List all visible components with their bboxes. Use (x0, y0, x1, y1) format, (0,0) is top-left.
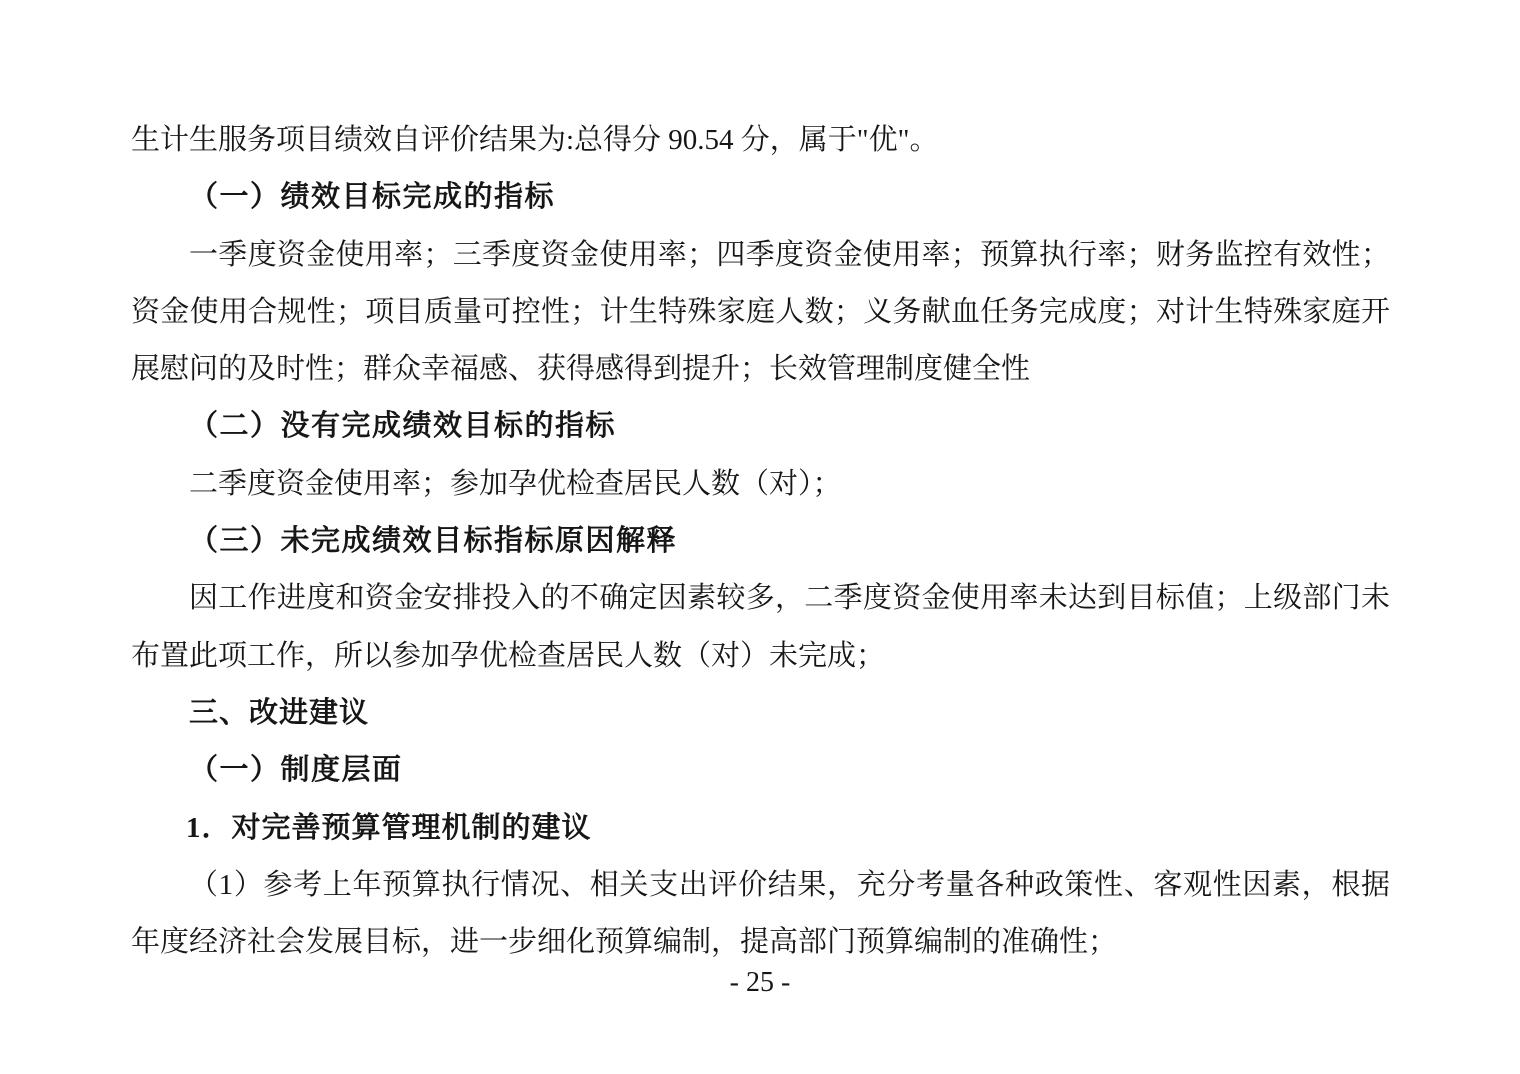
paragraph-score-summary: 生计生服务项目绩效自评价结果为:总得分 90.54 分，属于"优"。 (131, 124, 939, 156)
page-number: - 25 - (729, 967, 791, 998)
heading-section-2-uncompleted-indicators: （二）没有完成绩效目标的指标 (189, 410, 617, 443)
paragraph-reason-explanation: 因工作进度和资金安排投入的不确定因素较多，二季度资金使用率未达到目标值；上级部门未布置此项工作，所以参加孕优检查居民人数（对）未完成； (131, 582, 1390, 672)
heading-section-3-reason-explanation: （三）未完成绩效目标指标原因解释 (189, 525, 678, 558)
paragraph-budget-management-suggestion: （1）参考上年预算执行情况、相关支出评价结果，充分考量各种政策性、客观性因素，根据年度经济社会发展目标，进一步细化预算编制，提高部门预算编制的准确性； (131, 868, 1390, 959)
document-content (131, 112, 1390, 971)
heading-chapter-improvement-suggestions: 三、改进建议 (189, 696, 370, 729)
heading-subsection-institutional-level: （一）制度层面 (189, 754, 403, 787)
heading-item-budget-management-suggestion: 1．对完善预算管理机制的建议 (186, 811, 592, 844)
heading-section-1-completed-indicators: （一）绩效目标完成的指标 (189, 181, 556, 214)
paragraph-uncompleted-indicators: 二季度资金使用率；参加孕优检查居民人数（对）； (189, 467, 842, 500)
paragraph-completed-indicators: 一季度资金使用率；三季度资金使用率；四季度资金使用率；预算执行率；财务监控有效性；资金使用合规性；项目质量可控性；计生特殊家庭人数；义务献血任务完成度；对计生特殊家庭开展慰问的及时性；群众幸福感、获得感得到提升；长效管理制度健全性 (131, 238, 1390, 386)
